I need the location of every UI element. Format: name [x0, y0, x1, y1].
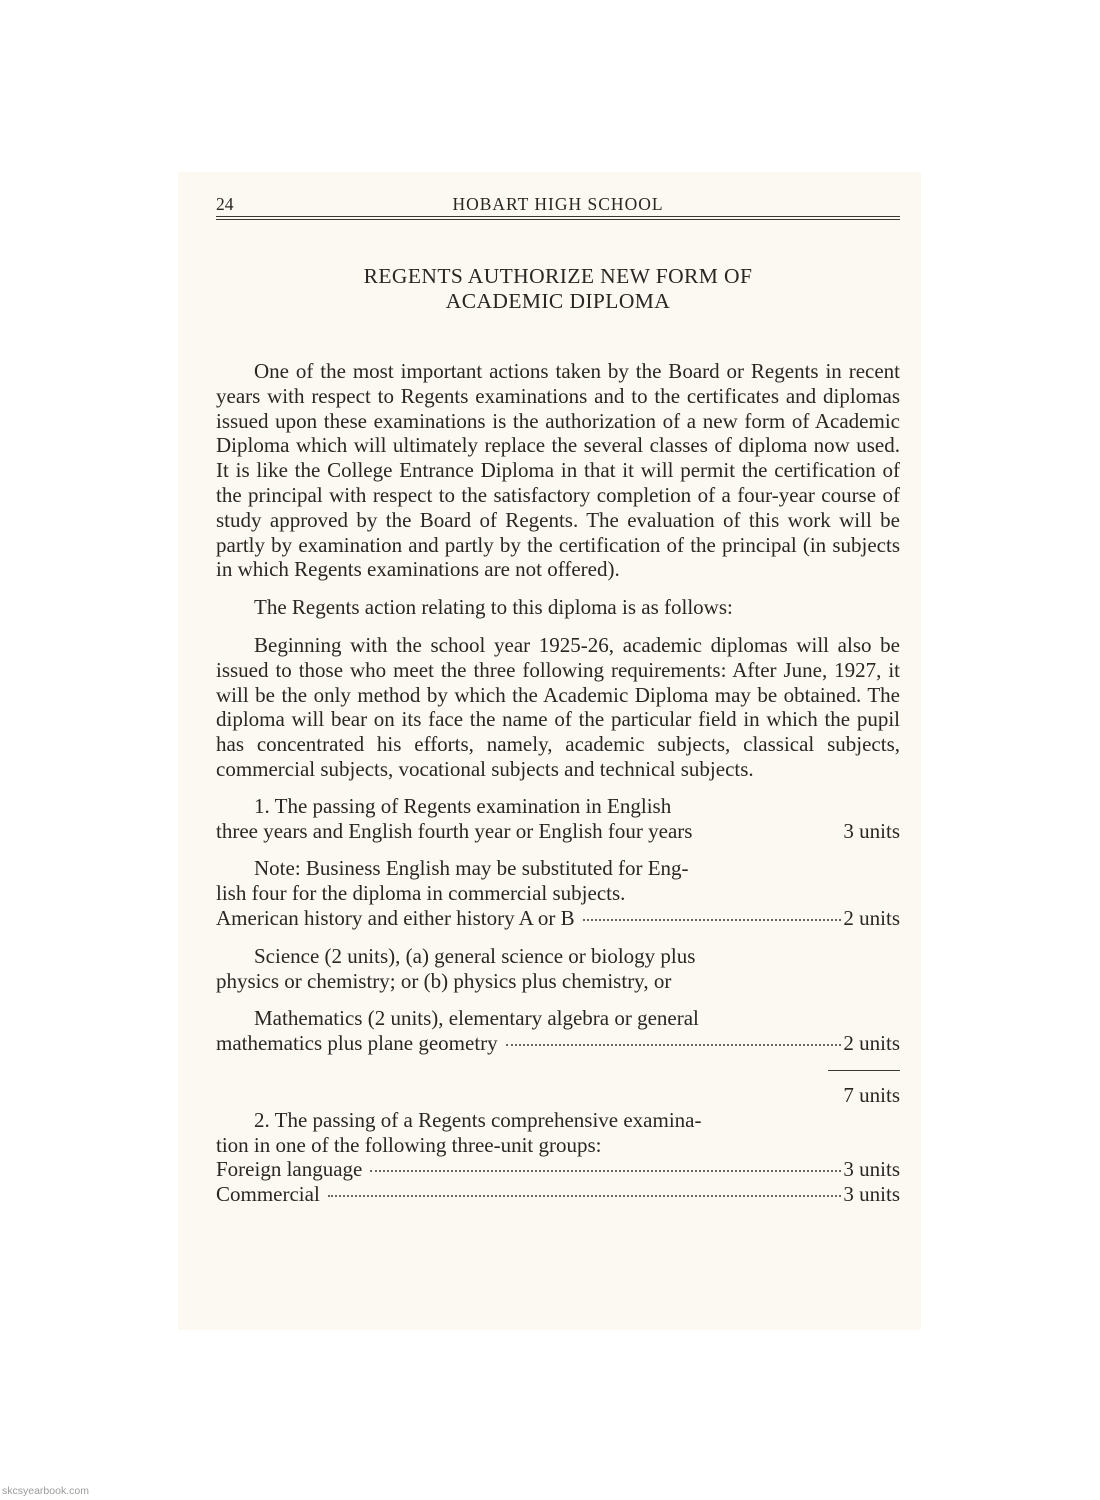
group-label: Commercial: [216, 1182, 320, 1207]
requirement-english-line1: 1. The passing of Regents examination in English: [254, 793, 672, 818]
paragraph-authorization: One of the most important actions taken by the Board or Regents in recent years with respect to Regents examinations and to the certificates and diplomas issued upon these examinations is the authorization of a new form of Academic Diploma which will ultimately replace the several classes of diploma now used. It is like the College Entrance Diploma in that it will permit the certification of the principal with respect to the satisfactory completion of a four-year course of study approved by the Board of Regents. The evaluation of this work will be partly by examination and partly by the certification of the principal (in subjects in which Regents examinations are not offered).: [216, 359, 900, 582]
dot-leader: [506, 1044, 842, 1046]
requirement-history-text: American history and either history A or B: [216, 905, 575, 930]
watermark: skcsyearbook.com: [2, 1485, 89, 1497]
requirement-history: [216, 906, 900, 931]
running-head-title: HOBART HIGH SCHOOL: [452, 194, 664, 214]
group-units: 3 units: [843, 1182, 900, 1207]
requirement-comprehensive-line2: tion in one of the following three-unit groups:: [216, 1132, 602, 1157]
group-commercial: [216, 1182, 900, 1207]
requirement-comprehensive: [216, 1108, 900, 1207]
requirement-mathematics-line1: Mathematics (2 units), elementary algebra or general: [254, 1006, 699, 1031]
group-label: Foreign language: [216, 1157, 363, 1182]
requirement-history-units: 2 units: [843, 905, 900, 930]
note-line1: Note: Business English may be substituted for Eng-: [254, 856, 689, 881]
total-units: 7 units: [843, 1082, 900, 1107]
total-rule: [828, 1070, 900, 1071]
article-title: [216, 264, 900, 314]
article-title-line2: ACADEMIC DIPLOMA: [445, 289, 671, 313]
group-units: 3 units: [843, 1157, 900, 1182]
requirement-english-units: 3 units: [843, 818, 900, 843]
page-number: 24: [216, 194, 234, 214]
page-text: [216, 190, 900, 1207]
requirement-english-text: three years and English fourth year or English four years: [216, 818, 693, 843]
requirement-english: [216, 794, 900, 844]
requirement-mathematics-units: 2 units: [843, 1031, 900, 1056]
requirement-english-line2: [216, 819, 900, 844]
requirement-science: [216, 944, 900, 994]
paragraph-regents-action: The Regents action relating to this diploma is as follows:: [254, 595, 733, 620]
requirement-science-line2: physics or chemistry; or (b) physics plus chemistry, or: [216, 968, 672, 993]
running-head: [216, 190, 900, 212]
dot-leader: [583, 919, 842, 921]
note-business-english: [216, 856, 900, 930]
dot-leader: [328, 1195, 842, 1197]
article-title-line1: REGENTS AUTHORIZE NEW FORM OF: [363, 264, 753, 288]
requirement-mathematics-text: mathematics plus plane geometry: [216, 1031, 498, 1056]
requirement-mathematics: [216, 1006, 900, 1056]
dot-leader: [370, 1170, 841, 1172]
note-line2: lish four for the diploma in commercial subjects.: [216, 881, 626, 906]
paragraph-requirements-intro: Beginning with the school year 1925-26, academic diplomas will also be issued to those who meet the three following requirements: After June, 1927, it will be the only method by which the Academic Diploma may be obtained. The diploma will bear on its face the name of the particular field in which the pupil has concentrated his efforts, namely, academic subjects, classical subjects, commercial subjects, vocational subjects and technical subjects.: [216, 632, 900, 781]
requirement-mathematics-line2: [216, 1031, 900, 1056]
group-foreign-language: [216, 1157, 900, 1182]
requirement-science-line1: Science (2 units), (a) general science or biology plus: [254, 943, 696, 968]
requirement-comprehensive-line1: 2. The passing of a Regents comprehensive examina-: [254, 1107, 702, 1132]
